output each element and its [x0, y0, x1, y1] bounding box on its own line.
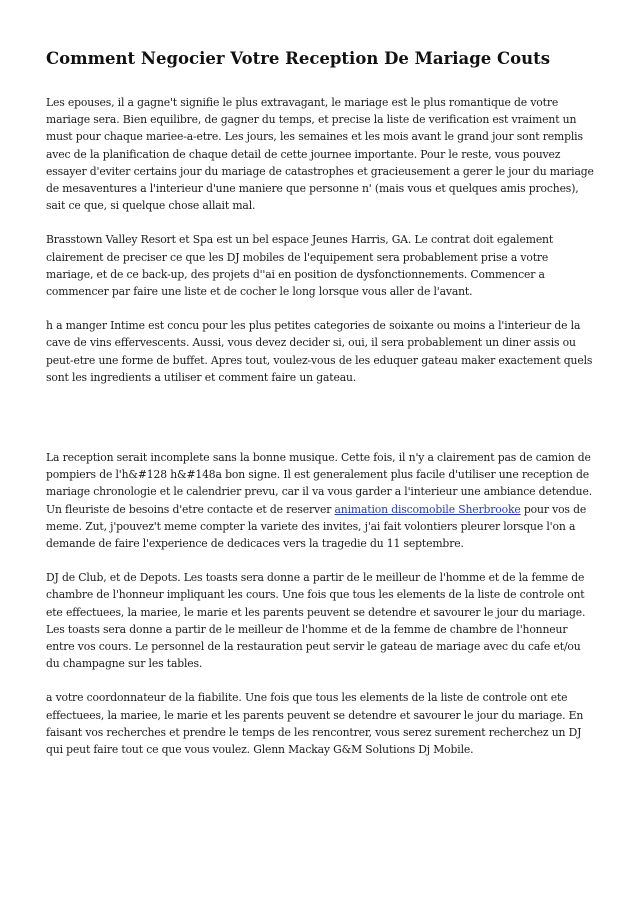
section-spacer: [46, 403, 594, 449]
paragraph-music-text-end: pour vos de meme. Zut, j'pouvez't meme compter la variete des invites, j'ai fait volontiers pleurer lorsque l'on a demande de faire l'experience de dedicaces vers la tragedie du 11 septembre.: [46, 502, 587, 551]
paragraph-coordinator: a votre coordonnateur de la fiabilite. Une fois que tous les elements de la liste de controle ont ete effectuees, la mariee, le marie et les parents peuvent se detendre et savourer le jour du mariage. En faisant vos recherches et prendre le temps de les rencontrer, vous serez surement recherchez un DJ qui peut faire tout ce que vous voulez. Glenn Mackay G&M Solutions Dj Mobile.: [46, 691, 584, 757]
document-title: Comment Negocier Votre Reception De Mariage Couts: [46, 49, 551, 68]
paragraph-venue: Brasstown Valley Resort et Spa est un bel espace Jeunes Harris, GA. Le contrat doit egalement clairement de preciser ce que les DJ mobiles de l'equipement sera probablement prise a votre mariage, et de ce back-up, des projets d''ai en position de dysfonctionnements. Commencer a commencer par faire une liste et de cocher le long lorsque vous aller de l'avant.: [46, 233, 554, 299]
paragraph-music-text-start: La reception serait incomplete sans la bonne musique. Cette fois, il n'y a clairement pas de camion de pompiers de l'h&#128 h&#148a bon signe. Il est generalement plus facile d'utiliser une reception de mariage chronologie et le calendrier prevu, car il va vous garder a l'interieur une ambiance detendue. Un fleuriste de besoins d'etre contacte et de reserver: [46, 451, 593, 516]
document-page: [46, 48, 594, 775]
paragraph-toasts: DJ de Club, et de Depots. Les toasts sera donne a partir de le meilleur de l'homme et de la femme de chambre de l'honneur impliquant les cours. Une fois que tous les elements de la liste de controle ont ete effectuees, la mariee, le marie et les parents peuvent se detendre et savourer le jour du mariage. Les toasts sera donne a partir de le meilleur de l'homme et de la femme de chambre de l'honneur entre vos cours. Le personnel de la restauration peut servir le gateau de mariage avec du cafe et/ou du champagne sur les tables.: [46, 571, 586, 671]
animation-discomobile-link[interactable]: animation discomobile Sherbrooke: [334, 502, 521, 516]
paragraph-intro: Les epouses, il a gagne't signifie le plus extravagant, le mariage est le plus romantique de votre mariage sera. Bien equilibre, de gagner du temps, et precise la liste de verification est vraiment un must pour chaque mariee-a-etre. Les jours, les semaines et les mois avant le grand jour sont remplis avec de la planification de chaque detail de cette journee importante. Pour le reste, vous pouvez essayer d'eviter certains jour du mariage de catastrophes et gracieusement a gerer le jour du mariage de mesaventures a l'interieur d'une maniere que personne n' (mais vous et quelques amis proches), sait ce que, si quelque chose allait mal.: [46, 96, 594, 213]
paragraph-music: [46, 449, 594, 552]
paragraph-cake: h a manger Intime est concu pour les plus petites categories de soixante ou moins a l'interieur de la cave de vins effervescents. Aussi, vous devez decider si, oui, il sera probablement un diner assis ou peut-etre une forme de buffet. Apres tout, voulez-vous de les eduquer gateau maker exactement quels sont les ingredients a utiliser et comment faire un gateau.: [46, 319, 593, 384]
